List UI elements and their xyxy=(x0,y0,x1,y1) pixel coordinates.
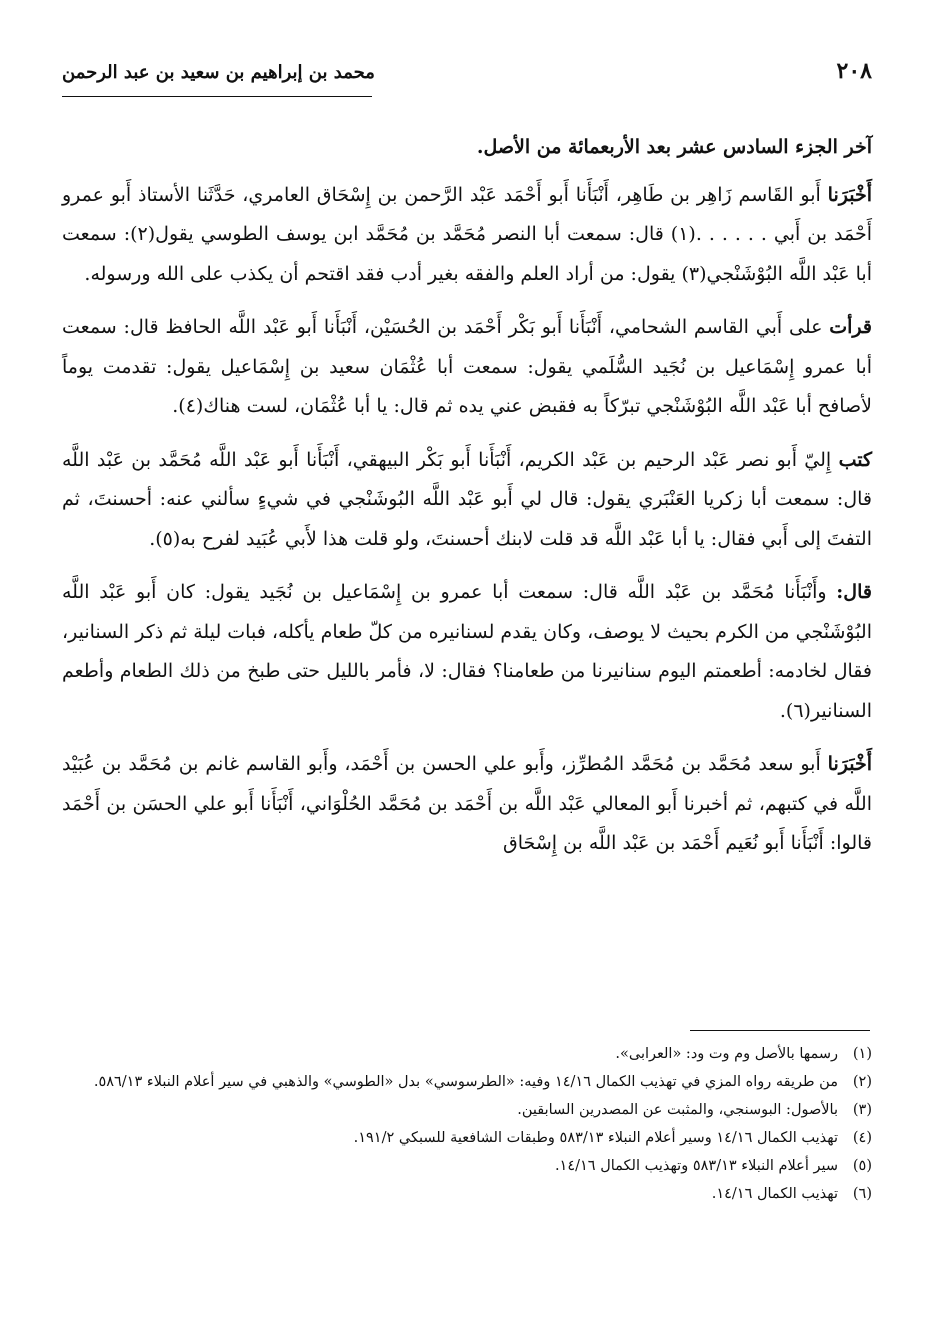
footnote-number: (٦) xyxy=(852,1186,872,1202)
footnote-5 xyxy=(62,1154,872,1178)
paragraph-lead: أَخْبَرَنا xyxy=(827,183,872,206)
footnote-4 xyxy=(62,1126,872,1150)
paragraph-body: إِليّ أَبو نصر عَبْد الرحيم بن عَبْد الكريم، أَنْبَأَنا أَبو بَكْر البيهقي، أَنْبَأَنا أَبو عَبْد اللَّه مُحَمَّد بن عَبْد اللَّه قال: سمعت أبا زكريا العَنْبَري يقول: قال لي أَبو عَبْد اللَّه البُوشَنْجي في شيءٍ سألني عنه: أحسنتَ، ثم التفتَ إلى أَبي فقال: يا أبا عَبْد اللَّه قد قلت لابنك أحسنتَ، ولو قلت هذا لأَبي عُبَيد لفرح به(٥). xyxy=(62,448,872,550)
footnote-3 xyxy=(62,1098,872,1122)
paragraph-2 xyxy=(62,308,872,427)
paragraph-lead: قرأت xyxy=(829,316,872,338)
footnote-text: تهذيب الكمال ١٤/١٦ وسير أعلام النبلاء ٥٨٣/١٣ وطبقات الشافعية للسبكي ١٩١/٢. xyxy=(353,1130,838,1146)
footnote-number: (٣) xyxy=(852,1102,872,1118)
paragraph-body: أَبو سعد مُحَمَّد بن مُحَمَّد المُطرِّز، وأَبو علي الحسن بن أَحْمَد، وأَبو القاسم غانم بن مُحَمَّد بن عُبَيْد اللَّه في كتبهم، ثم أخبرنا أَبو المعالي عَبْد اللَّه بن أَحْمَد بن مُحَمَّد الحُلْوَاني، أَنْبَأَنا أَبو علي الحسَن بن أَحْمَد قالوا: أَنْبَأَنا أَبو نُعَيم أَحْمَد بن عَبْد اللَّه بن إِسْحَاق xyxy=(62,753,872,854)
paragraph-body: وأَنْبَأَنا مُحَمَّد بن عَبْد اللَّه قال: سمعت أبا عمرو بن إِسْمَاعيل بن نُجَيد يقول: كان أَبو عَبْد اللَّه البُوْشَنْجي من الكرم بحيث لا يوصف، وكان يقدم لسنانيره من كلّ طعام يأكله، فبات ليلة ثم ذكر السنانير، فقال لخادمه: أطعمتم اليوم سنانيرنا من طعامنا؟ فقال: لا، فأمر بالليل حتى طبخ من ذلك الطعام وأطعم السنانير(٦). xyxy=(62,581,872,722)
footnotes xyxy=(62,1042,872,1210)
footnote-text: من طريقه رواه المزي في تهذيب الكمال ١٤/١٦ وفيه: «الطرسوسي» بدل «الطوسي» والذهبي في سير أعلام النبلاء ٥٨٦/١٣. xyxy=(93,1074,838,1090)
page-header xyxy=(62,58,872,98)
paragraph-5 xyxy=(62,745,872,864)
footnote-1 xyxy=(62,1042,872,1066)
footnote-text: رسمها بالأصل وم وت ود: «العرابى». xyxy=(615,1046,838,1062)
footnote-text: تهذيب الكمال ١٤/١٦. xyxy=(711,1186,838,1202)
colophon: آخر الجزء السادس عشر بعد الأربعمائة من الأصل. xyxy=(476,136,872,158)
footnote-text: سير أعلام النبلاء ٥٨٣/١٣ وتهذيب الكمال ١٤/١٦. xyxy=(554,1158,838,1174)
paragraph-lead: كتب xyxy=(838,448,872,471)
footnote-2 xyxy=(62,1070,872,1094)
footnote-number: (١) xyxy=(852,1046,872,1062)
footnote-6 xyxy=(62,1182,872,1206)
paragraph-4 xyxy=(62,573,872,731)
footnote-text: بالأصول: البوسنجي، والمثبت عن المصدرين السابقين. xyxy=(517,1102,838,1118)
running-title: محمد بن إبراهيم بن سعيد بن عبد الرحمن xyxy=(62,62,375,83)
footnote-rule xyxy=(690,1030,870,1031)
page-number: ٢٠٨ xyxy=(836,58,872,84)
paragraph-3 xyxy=(62,441,872,560)
paragraph-body: على أَبي القاسم الشحامي، أَنْبَأَنا أَبو بَكْر أَحْمَد بن الحُسَيْن، أَنْبَأَنا أَبو عَبْد اللَّه الحافظ قال: سمعت أبا عمرو إِسْمَاعيل بن نُجَيد السُّلَمي يقول: سمعت أبا عُثْمَان سعيد بن إِسْمَاعيل يقول: تقدمت يوماً لأصافح أبا عَبْد اللَّه البُوْشَنْجي تبرّكاً به فقبض عني يده ثم قال: يا أبا عُثْمَان، لست هناك(٤). xyxy=(62,316,872,417)
paragraph-lead: قال: xyxy=(836,581,872,603)
header-rule xyxy=(62,96,372,97)
main-text xyxy=(62,128,872,878)
footnote-number: (٤) xyxy=(852,1130,872,1146)
paragraph-body: أَبو القَاسم زَاهِر بن طَاهِر، أَنْبَأَنا أَبو أَحْمَد عَبْد الرَّحمن بن إِسْحَاق العامري، حَدَّثَنا الأستاذ أَبو عمرو أَحْمَد بن أَبي . . . . . .(١) قال: سمعت أبا النصر مُحَمَّد بن مُحَمَّد ابن يوسف الطوسي يقول(٢): سمعت أبا عَبْد اللَّه البُوْشَنْجي(٣) يقول: من أراد العلم والفقه بغير أدب فقد اقتحم أن يكذب على الله ورسوله. xyxy=(62,183,872,285)
paragraph-1 xyxy=(62,176,872,295)
paragraph-lead: أَخْبَرَنا xyxy=(827,753,872,775)
footnote-number: (٥) xyxy=(852,1158,872,1174)
footnote-number: (٢) xyxy=(852,1074,872,1090)
